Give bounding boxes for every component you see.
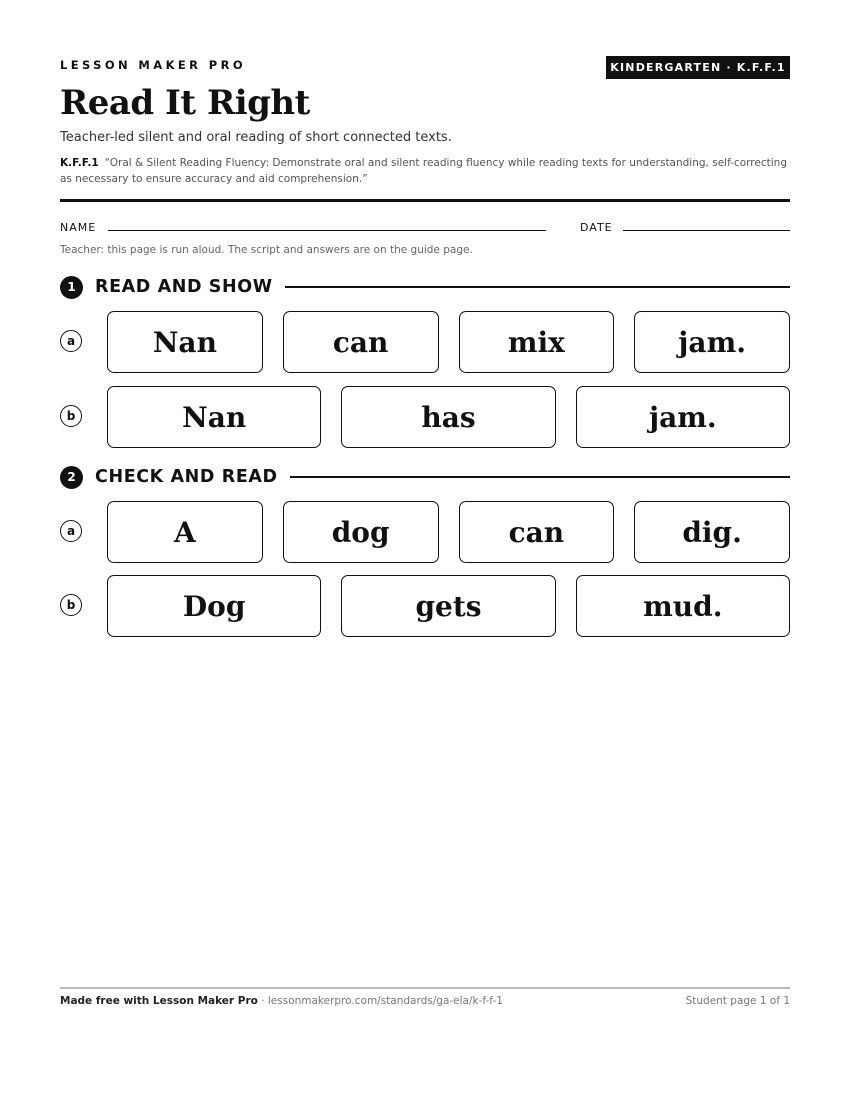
section-rule [290, 476, 790, 478]
section-header [60, 274, 790, 300]
word-tile: can [283, 311, 439, 373]
word-tile: A [107, 501, 263, 563]
word-tile: jam. [576, 386, 790, 448]
row-letter-badge: a [60, 520, 82, 542]
name-label: NAME [60, 221, 97, 234]
section-number-badge: 1 [60, 276, 83, 299]
section-number-badge: 2 [60, 466, 83, 489]
page-subtitle: Teacher-led silent and oral reading of short connected texts. [60, 130, 452, 145]
word-tile: jam. [634, 311, 790, 373]
footer-divider [60, 987, 790, 989]
standard-text: “Oral & Silent Reading Fluency: Demonstrate oral and silent reading fluency while reading texts for understanding, self-correcting as necessary to ensure accuracy and aid comprehension.” [60, 157, 787, 185]
footer-credit [60, 995, 503, 1007]
section-header [60, 464, 790, 490]
grade-badge: KINDERGARTEN · K.F.F.1 [606, 56, 790, 79]
section-title: CHECK AND READ [95, 467, 278, 487]
word-tile: gets [341, 575, 555, 637]
row-letter-badge: a [60, 330, 82, 352]
sentence-row [60, 501, 790, 563]
page-title: Read It Right [60, 83, 310, 123]
word-tiles [107, 386, 790, 448]
word-tile: can [459, 501, 615, 563]
brand-name: LESSON MAKER PRO [60, 58, 247, 72]
header-divider [60, 199, 790, 202]
word-tile: dig. [634, 501, 790, 563]
word-tile: has [341, 386, 555, 448]
sentence-row [60, 575, 790, 637]
word-tile: Dog [107, 575, 321, 637]
date-field-line[interactable] [623, 230, 790, 231]
section-rule [285, 286, 790, 288]
word-tile: mix [459, 311, 615, 373]
date-label: DATE [580, 221, 613, 234]
section-title: READ AND SHOW [95, 277, 273, 297]
word-tile: mud. [576, 575, 790, 637]
sentence-row [60, 311, 790, 373]
footer-url[interactable]: · lessonmakerpro.com/standards/ga-ela/k-f-f-1 [257, 995, 503, 1007]
word-tiles [107, 575, 790, 637]
footer-page-info: Student page 1 of 1 [685, 995, 790, 1007]
word-tile: Nan [107, 386, 321, 448]
word-tiles [107, 311, 790, 373]
word-tile: Nan [107, 311, 263, 373]
row-letter-badge: b [60, 594, 82, 616]
name-field-line[interactable] [108, 230, 546, 231]
word-tiles [107, 501, 790, 563]
standard-description [60, 155, 790, 187]
row-letter-badge: b [60, 405, 82, 427]
footer-made-with: Made free with Lesson Maker Pro [60, 995, 258, 1007]
word-tile: dog [283, 501, 439, 563]
sentence-row [60, 386, 790, 448]
teacher-note: Teacher: this page is run aloud. The script and answers are on the guide page. [60, 244, 473, 256]
standard-code: K.F.F.1 [60, 157, 99, 169]
